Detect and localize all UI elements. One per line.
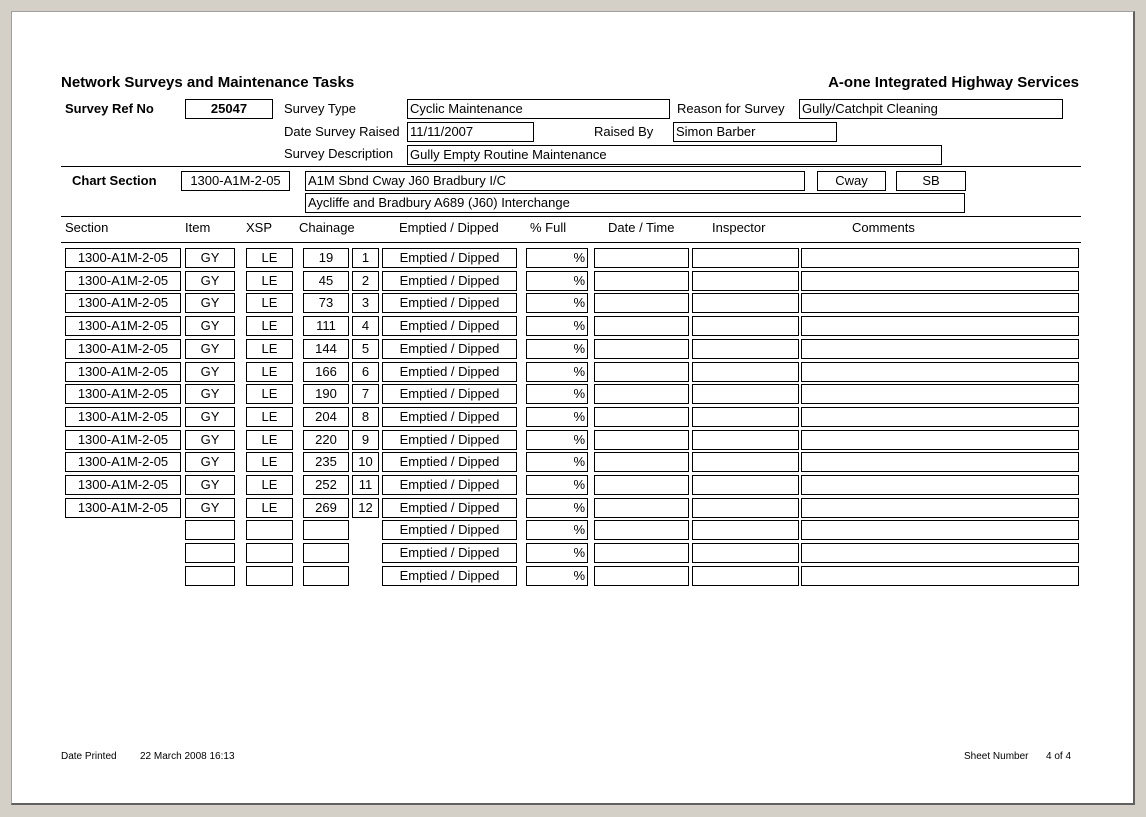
col-emptied: Emptied / Dipped [399,220,499,235]
cell-date-time[interactable] [594,362,689,382]
cell-chainage[interactable] [303,543,349,563]
cell-percent-full[interactable]: % [526,566,588,586]
date-raised-field[interactable]: 11/11/2007 [407,122,534,142]
cway-field[interactable]: Cway [817,171,886,191]
cell-comments[interactable] [801,248,1079,268]
cell-inspector[interactable] [692,543,799,563]
table-row [12,498,1136,518]
cell-comments[interactable] [801,543,1079,563]
cell-inspector[interactable] [692,271,799,291]
cell-percent-full[interactable]: % [526,543,588,563]
table-row [12,293,1136,313]
col-comments: Comments [852,220,915,235]
col-full: % Full [530,220,567,235]
date-raised-label: Date Survey Raised [284,124,400,139]
cell-section[interactable]: 1300-A1M-2-05 [65,430,181,450]
cell-number[interactable]: 1 [352,248,379,268]
cell-percent-full[interactable]: % [526,293,588,313]
cell-percent-full[interactable]: % [526,248,588,268]
cell-chainage[interactable]: 166 [303,362,349,382]
cell-chainage[interactable]: 190 [303,384,349,404]
cell-chainage[interactable]: 45 [303,271,349,291]
cell-xsp[interactable] [246,543,293,563]
table-row [12,566,1136,586]
table-row [12,430,1136,450]
reason-label: Reason for Survey [677,101,785,116]
cell-date-time[interactable] [594,339,689,359]
cell-emptied-dipped[interactable]: Emptied / Dipped [382,407,517,427]
cell-xsp[interactable]: LE [246,430,293,450]
sheet-number-label: Sheet Number [964,751,1029,762]
chart-section-description[interactable]: A1M Sbnd Cway J60 Bradbury I/C [305,171,805,191]
survey-type-label: Survey Type [284,101,357,116]
cell-chainage[interactable]: 204 [303,407,349,427]
survey-type-field[interactable]: Cyclic Maintenance [407,99,670,119]
cell-number[interactable]: 2 [352,271,379,291]
cell-date-time[interactable] [594,271,689,291]
cell-percent-full[interactable]: % [526,452,588,472]
col-xsp: XSP [246,220,273,235]
cell-xsp[interactable]: LE [246,293,293,313]
cell-xsp[interactable]: LE [246,362,293,382]
cell-inspector[interactable] [692,407,799,427]
cell-percent-full[interactable]: % [526,407,588,427]
cell-emptied-dipped[interactable]: Emptied / Dipped [382,293,517,313]
cell-chainage[interactable]: 111 [303,316,349,336]
chart-section-code[interactable]: 1300-A1M-2-05 [181,171,290,191]
cell-percent-full[interactable]: % [526,271,588,291]
cell-item[interactable]: GY [185,407,235,427]
cell-date-time[interactable] [594,520,689,540]
survey-ref-label: Survey Ref No [65,101,154,116]
cell-inspector[interactable] [692,339,799,359]
reason-field[interactable]: Gully/Catchpit Cleaning [799,99,1063,119]
divider [61,166,1081,167]
cell-number[interactable]: 5 [352,339,379,359]
cell-inspector[interactable] [692,293,799,313]
divider [61,242,1081,243]
cell-section[interactable]: 1300-A1M-2-05 [65,316,181,336]
cell-item[interactable]: GY [185,362,235,382]
cell-date-time[interactable] [594,430,689,450]
table-row [12,407,1136,427]
cell-emptied-dipped[interactable]: Emptied / Dipped [382,475,517,495]
cell-date-time[interactable] [594,566,689,586]
report-sheet [11,11,1135,805]
cell-number[interactable]: 3 [352,293,379,313]
cell-chainage[interactable]: 73 [303,293,349,313]
cell-item[interactable]: GY [185,339,235,359]
cell-section[interactable]: 1300-A1M-2-05 [65,271,181,291]
cell-date-time[interactable] [594,293,689,313]
cell-section[interactable]: 1300-A1M-2-05 [65,407,181,427]
raised-by-label: Raised By [594,124,654,139]
cell-comments[interactable] [801,362,1079,382]
divider [61,216,1081,217]
cell-percent-full[interactable]: % [526,520,588,540]
cell-item[interactable]: GY [185,293,235,313]
cell-date-time[interactable] [594,475,689,495]
cell-emptied-dipped[interactable]: Emptied / Dipped [382,271,517,291]
cell-number[interactable]: 9 [352,430,379,450]
cell-section[interactable]: 1300-A1M-2-05 [65,498,181,518]
cell-date-time[interactable] [594,407,689,427]
cell-inspector[interactable] [692,566,799,586]
cell-xsp[interactable]: LE [246,384,293,404]
cell-xsp[interactable]: LE [246,271,293,291]
cell-number[interactable]: 10 [352,452,379,472]
cell-emptied-dipped[interactable]: Emptied / Dipped [382,430,517,450]
cell-percent-full[interactable]: % [526,339,588,359]
cell-section[interactable]: 1300-A1M-2-05 [65,384,181,404]
cell-number[interactable]: 7 [352,384,379,404]
cell-date-time[interactable] [594,498,689,518]
cell-xsp[interactable]: LE [246,407,293,427]
cell-emptied-dipped[interactable]: Emptied / Dipped [382,384,517,404]
cell-inspector[interactable] [692,498,799,518]
cell-emptied-dipped[interactable]: Emptied / Dipped [382,520,517,540]
cell-percent-full[interactable]: % [526,316,588,336]
cell-emptied-dipped[interactable]: Emptied / Dipped [382,498,517,518]
cell-item[interactable]: GY [185,316,235,336]
cell-item[interactable]: GY [185,498,235,518]
cell-item[interactable]: GY [185,430,235,450]
cell-emptied-dipped[interactable]: Emptied / Dipped [382,566,517,586]
cell-comments[interactable] [801,384,1079,404]
cell-comments[interactable] [801,339,1079,359]
direction-field[interactable]: SB [896,171,966,191]
cell-inspector[interactable] [692,430,799,450]
cell-xsp[interactable] [246,520,293,540]
cell-chainage[interactable] [303,566,349,586]
cell-comments[interactable] [801,430,1079,450]
cell-emptied-dipped[interactable]: Emptied / Dipped [382,362,517,382]
cell-item[interactable]: GY [185,452,235,472]
raised-by-field[interactable]: Simon Barber [673,122,837,142]
cell-section[interactable]: 1300-A1M-2-05 [65,452,181,472]
cell-item[interactable]: GY [185,248,235,268]
cell-percent-full[interactable]: % [526,498,588,518]
cell-item[interactable]: GY [185,271,235,291]
cell-chainage[interactable]: 220 [303,430,349,450]
cell-item[interactable]: GY [185,475,235,495]
cell-number[interactable]: 11 [352,475,379,495]
cell-number[interactable]: 4 [352,316,379,336]
cell-emptied-dipped[interactable]: Emptied / Dipped [382,339,517,359]
survey-ref-field[interactable]: 25047 [185,99,273,119]
table-row [12,362,1136,382]
cell-percent-full[interactable]: % [526,384,588,404]
cell-date-time[interactable] [594,543,689,563]
cell-comments[interactable] [801,316,1079,336]
cell-item[interactable]: GY [185,384,235,404]
cell-percent-full[interactable]: % [526,475,588,495]
cell-emptied-dipped[interactable]: Emptied / Dipped [382,316,517,336]
cell-inspector[interactable] [692,520,799,540]
cell-comments[interactable] [801,271,1079,291]
cell-section[interactable]: 1300-A1M-2-05 [65,475,181,495]
cell-comments[interactable] [801,452,1079,472]
cell-item[interactable] [185,566,235,586]
cell-number[interactable]: 8 [352,407,379,427]
cell-inspector[interactable] [692,384,799,404]
cell-inspector[interactable] [692,362,799,382]
table-row [12,316,1136,336]
cell-comments[interactable] [801,520,1079,540]
report-title: Network Surveys and Maintenance Tasks [61,74,355,91]
cell-xsp[interactable]: LE [246,248,293,268]
cell-inspector[interactable] [692,452,799,472]
cell-section[interactable]: 1300-A1M-2-05 [65,293,181,313]
cell-comments[interactable] [801,475,1079,495]
cell-chainage[interactable]: 235 [303,452,349,472]
cell-item[interactable] [185,543,235,563]
cell-number[interactable]: 12 [352,498,379,518]
chart-section-label: Chart Section [72,173,157,188]
cell-percent-full[interactable]: % [526,430,588,450]
location-field[interactable]: Aycliffe and Bradbury A689 (J60) Interchange [305,193,965,213]
cell-chainage[interactable]: 269 [303,498,349,518]
cell-emptied-dipped[interactable]: Emptied / Dipped [382,248,517,268]
description-label: Survey Description [284,146,394,161]
table-row [12,543,1136,563]
cell-xsp[interactable]: LE [246,475,293,495]
description-field[interactable]: Gully Empty Routine Maintenance [407,145,942,165]
cell-section[interactable]: 1300-A1M-2-05 [65,339,181,359]
table-row [12,384,1136,404]
cell-chainage[interactable]: 252 [303,475,349,495]
cell-xsp[interactable]: LE [246,498,293,518]
cell-xsp[interactable]: LE [246,316,293,336]
cell-inspector[interactable] [692,316,799,336]
table-row [12,339,1136,359]
date-printed-label: Date Printed [61,751,117,762]
company-name: A-one Integrated Highway Services [828,74,1079,91]
cell-inspector[interactable] [692,248,799,268]
table-row [12,248,1136,268]
cell-xsp[interactable]: LE [246,339,293,359]
table-row [12,520,1136,540]
cell-xsp[interactable] [246,566,293,586]
cell-section[interactable]: 1300-A1M-2-05 [65,362,181,382]
col-chainage: Chainage [299,220,355,235]
cell-number[interactable]: 6 [352,362,379,382]
date-printed-value: 22 March 2008 16:13 [140,751,235,762]
cell-chainage[interactable]: 19 [303,248,349,268]
cell-emptied-dipped[interactable]: Emptied / Dipped [382,452,517,472]
cell-chainage[interactable] [303,520,349,540]
table-row [12,452,1136,472]
col-datetime: Date / Time [608,220,675,235]
cell-date-time[interactable] [594,248,689,268]
cell-item[interactable] [185,520,235,540]
cell-comments[interactable] [801,566,1079,586]
table-row [12,271,1136,291]
cell-chainage[interactable]: 144 [303,339,349,359]
cell-emptied-dipped[interactable]: Emptied / Dipped [382,543,517,563]
col-item: Item [185,220,211,235]
cell-section[interactable]: 1300-A1M-2-05 [65,248,181,268]
cell-date-time[interactable] [594,452,689,472]
cell-percent-full[interactable]: % [526,362,588,382]
cell-date-time[interactable] [594,384,689,404]
table-row [12,475,1136,495]
cell-date-time[interactable] [594,316,689,336]
cell-comments[interactable] [801,498,1079,518]
cell-comments[interactable] [801,293,1079,313]
cell-inspector[interactable] [692,475,799,495]
cell-xsp[interactable]: LE [246,452,293,472]
col-section: Section [65,220,109,235]
col-inspector: Inspector [712,220,766,235]
sheet-number-value: 4 of 4 [1046,751,1072,762]
cell-comments[interactable] [801,407,1079,427]
